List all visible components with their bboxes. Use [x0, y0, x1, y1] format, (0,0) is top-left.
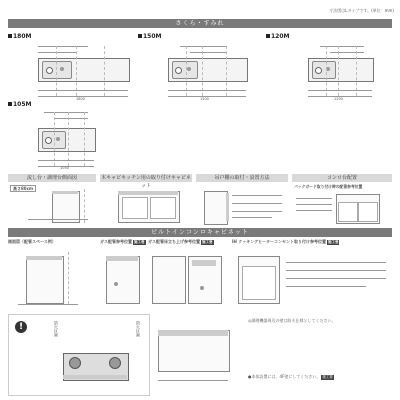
panel-gas-pipe: [100, 246, 144, 310]
header-side-pipe: 側面図（配管スペース例）: [8, 239, 56, 244]
size-label-150m: 150M: [138, 33, 162, 40]
sink-plan-105m: [8, 104, 118, 170]
header-wall-cabinet: 吊戸棚の取付・設置方法: [196, 174, 288, 182]
section-title-sakura-sumire: さくら・すみれ: [8, 19, 392, 28]
size-label-180m: 180M: [8, 33, 32, 40]
panel-wood-cabinet: [100, 183, 192, 225]
panel-builtin-side: [8, 246, 96, 310]
warn-label-left: 防火区画: [54, 321, 59, 337]
header-stove-stand: コンロ台配置: [292, 174, 392, 182]
sink-plan-180m: [8, 38, 128, 103]
width-150m: 1500: [200, 97, 209, 101]
panel-gas-floor: [148, 246, 228, 310]
warn-label-right: 防火区画: [136, 321, 141, 337]
header-gas-pipe: ガス配管参考位置 施工要: [100, 239, 145, 244]
panel-wall-cabinet: [196, 183, 288, 225]
section-title-builtin: ビルトインコンロキャビネット: [8, 228, 392, 237]
size-label-105m: 105M: [8, 101, 32, 108]
sink-plan-120m: [270, 38, 392, 103]
header-ih-outlet: IH クッキングヒーターコンセント取り付け参考位置 施工要: [232, 239, 339, 244]
panel-stove-stand: [292, 190, 392, 225]
panel-ih-outlet: [232, 246, 392, 310]
panel-side-view: [8, 183, 96, 225]
width-120m: 1200: [334, 97, 343, 101]
size-label-120m: 120M: [266, 33, 290, 40]
legend-tag: 施工要: [322, 375, 333, 379]
backguard-note: バックガード取り付け時の配管参考位置: [294, 184, 363, 189]
exclamation-warning-icon: !: [15, 321, 27, 333]
width-180m: 1800: [76, 97, 85, 101]
footer-note-2: ●本体設置には、4F壁にしてください。 施工要: [248, 374, 333, 379]
sink-plan-150m: [140, 38, 250, 103]
range-drawing: [152, 314, 242, 394]
footer-note-1: ◎調理機器周辺の壁は防火仕様としてください。: [248, 318, 336, 323]
header-note: 寸法図はLタイプです。(単位：mm): [329, 8, 394, 13]
warning-panel: [8, 314, 150, 396]
height-label: 高さ80cm: [10, 185, 36, 192]
header-side-view: 流し台・調理台側面図: [8, 174, 96, 182]
footer-notes: [248, 314, 392, 394]
width-105m: 1050: [60, 166, 69, 170]
header-wood-cabinet: 木キャビキッチン用の取り付けキャビネット: [101, 175, 191, 189]
header-gas-floor: ガス配管床立ち上げ参考位置 施工要: [148, 239, 213, 244]
